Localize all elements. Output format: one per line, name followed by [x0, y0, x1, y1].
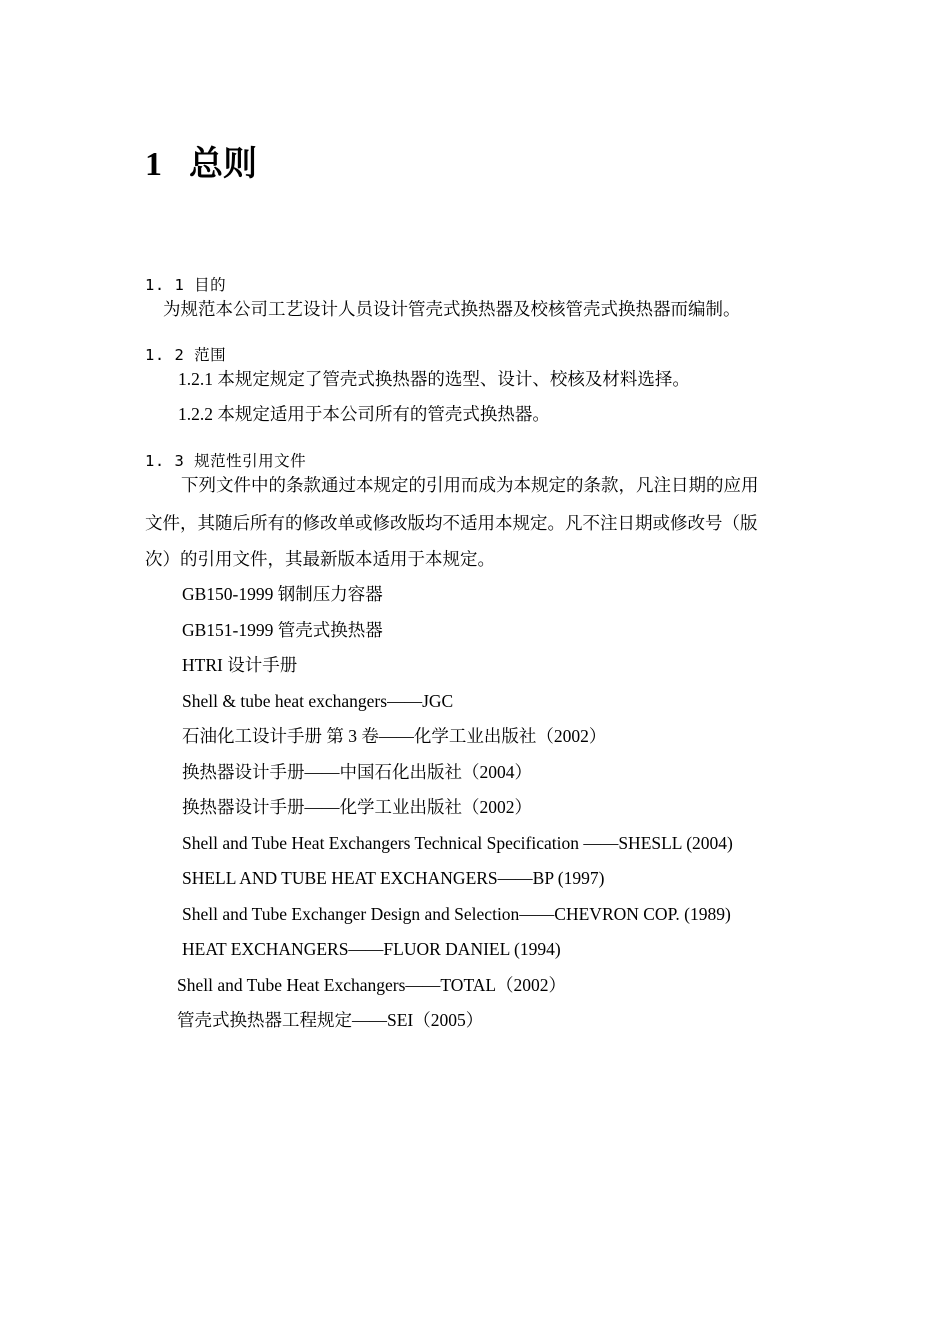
- reference-item: GB151-1999 管壳式换热器: [182, 620, 383, 640]
- section-heading-1-1: 1. 1 目的: [145, 276, 227, 294]
- section-heading-1-3: 1. 3 规范性引用文件: [145, 452, 307, 470]
- section-1-3-paragraph-line: 文件，其随后所有的修改单或修改版均不适用本规定。凡不注日期或修改号（版: [145, 513, 758, 533]
- section-1-1-text: 为规范本公司工艺设计人员设计管壳式换热器及校核管壳式换热器而编制。: [163, 299, 741, 319]
- section-1-2-item: 1.2.2 本规定适用于本公司所有的管壳式换热器。: [178, 404, 550, 424]
- reference-item: GB150-1999 钢制压力容器: [182, 584, 383, 604]
- section-1-2-item: 1.2.1 本规定规定了管壳式换热器的选型、设计、校核及材料选择。: [178, 369, 690, 389]
- section-heading-1-2: 1. 2 范围: [145, 346, 227, 364]
- reference-item: Shell and Tube Heat Exchangers——TOTAL（2002）: [177, 975, 567, 995]
- reference-item: 换热器设计手册——中国石化出版社（2004）: [182, 762, 532, 782]
- chapter-title: 总则: [189, 146, 257, 183]
- reference-item: Shell and Tube Exchanger Design and Selection——CHEVRON COP. (1989): [182, 904, 731, 924]
- reference-item: Shell & tube heat exchangers——JGC: [182, 691, 454, 711]
- chapter-heading: [145, 140, 257, 190]
- reference-item: HTRI 设计手册: [182, 655, 298, 675]
- reference-item: HEAT EXCHANGERS——FLUOR DANIEL (1994): [182, 939, 561, 959]
- chapter-number: 1: [145, 146, 162, 183]
- section-1-3-paragraph-line: 下列文件中的条款通过本规定的引用而成为本规定的条款，凡注日期的应用: [181, 475, 759, 495]
- reference-item: SHELL AND TUBE HEAT EXCHANGERS——BP (1997): [182, 868, 605, 888]
- reference-item: 管壳式换热器工程规定——SEI（2005）: [177, 1010, 484, 1030]
- reference-item: 换热器设计手册——化学工业出版社（2002）: [182, 797, 532, 817]
- section-1-3-paragraph-line: 次）的引用文件，其最新版本适用于本规定。: [145, 549, 495, 569]
- reference-item: 石油化工设计手册 第 3 卷——化学工业出版社（2002）: [182, 726, 607, 746]
- reference-item: Shell and Tube Heat Exchangers Technical Specification ——SHESLL (2004): [182, 833, 733, 853]
